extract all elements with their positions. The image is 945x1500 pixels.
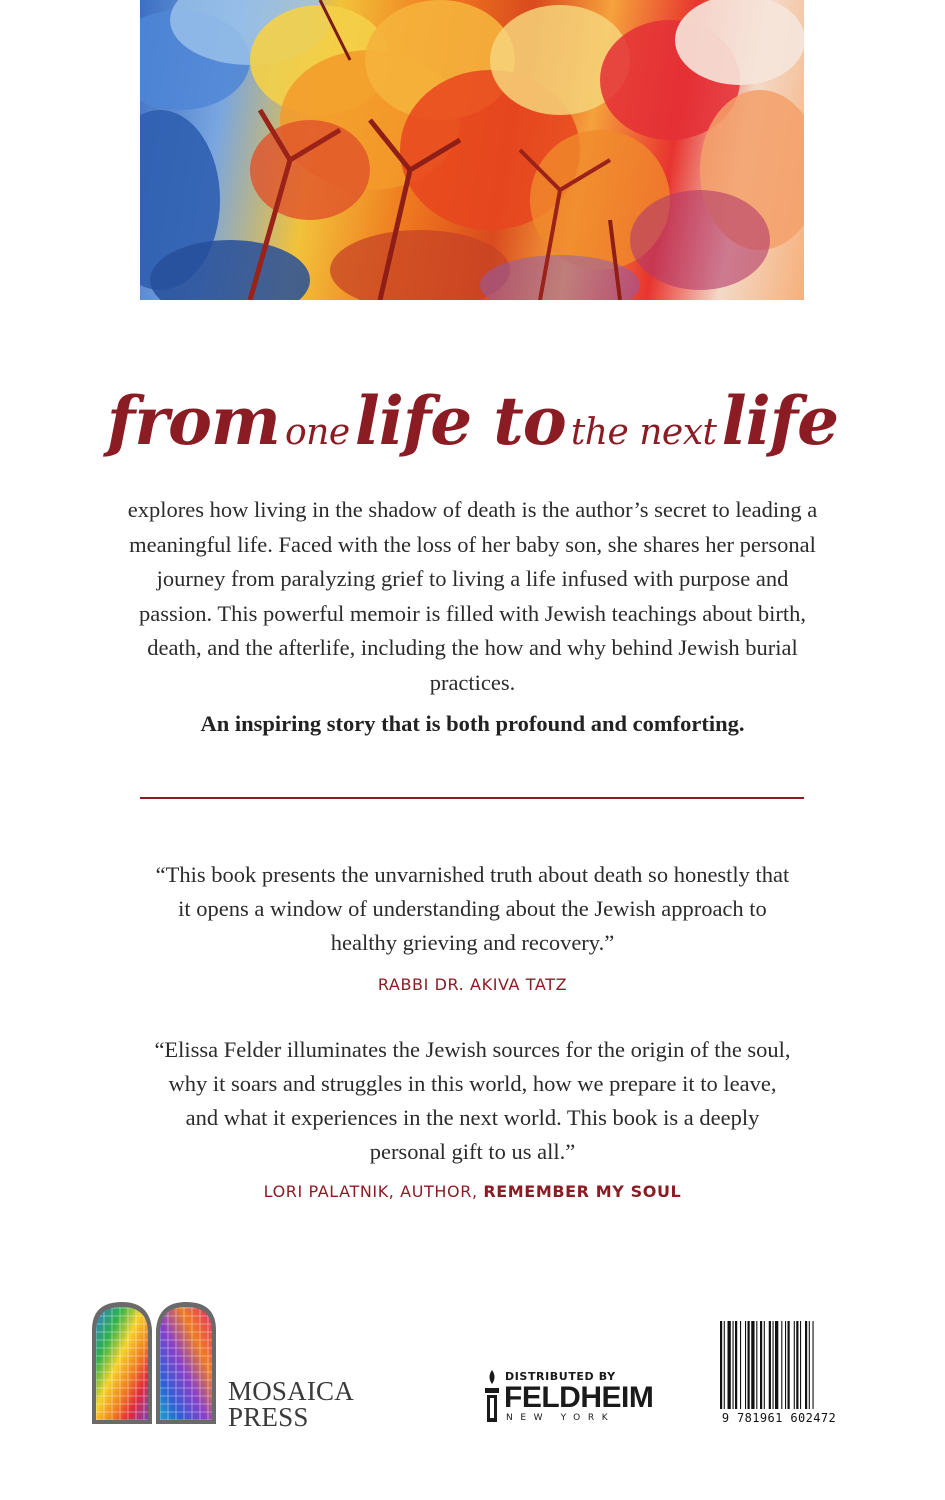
- publisher-name-line2: PRESS: [228, 1402, 309, 1432]
- publisher-name: [228, 1378, 354, 1430]
- isbn-barcode: [706, 1318, 852, 1430]
- attribution-book-title: REMEMBER MY SOUL: [483, 1182, 682, 1201]
- barcode-bars: [720, 1321, 838, 1409]
- endorsement-attribution-2: [0, 1182, 945, 1202]
- headline-word-one: one: [284, 412, 350, 453]
- endorsement-attribution-1: RABBI DR. AKIVA TATZ: [377, 975, 568, 994]
- headline-words-the-next: the next: [570, 412, 717, 453]
- cover-artwork: [140, 0, 804, 300]
- abstract-trees-painting: [140, 0, 804, 300]
- distributed-by-label: DISTRIBUTED BY: [505, 1370, 616, 1383]
- candle-icon: [482, 1368, 502, 1424]
- headline-word-from: from: [106, 382, 280, 460]
- endorsement-quote-1: “This book presents the unvarnished truth about death so honestly that it opens a window of understanding about the Jewish approach to healthy grieving and recovery.”: [155, 862, 790, 955]
- book-tagline: An inspiring story that is both profound and comforting.: [200, 711, 745, 736]
- mosaica-press-logo-icon: [88, 1300, 220, 1426]
- book-description: explores how living in the shadow of death is the author’s secret to leading a meaningful life. Faced with the loss of her baby son, she shares her personal journey from paralyzing grief to living a life infused with purpose and passion. This powerful memoir is filled with Jewish teachings about birth, death, and the afterlife, including the how and why behind Jewish burial practices.: [127, 497, 818, 695]
- headline-words-life-to: life to: [354, 382, 566, 460]
- divider-rule: [140, 797, 804, 799]
- endorsement-quote-2: “Elissa Felder illuminates the Jewish sources for the origin of the soul, why it soars and struggles in this world, how we prepare it to leave, and what it experiences in the next world. This book is a deeply personal gift to us all.”: [154, 1037, 791, 1164]
- isbn-number: 9 781961 602472: [721, 1411, 837, 1425]
- attribution-author: LORI PALATNIK, AUTHOR,: [263, 1182, 478, 1201]
- headline: [0, 382, 945, 460]
- distributor-name: FELDHEIM: [504, 1381, 654, 1414]
- distributor-city: NEW YORK: [506, 1413, 616, 1423]
- headline-word-life: life: [721, 382, 839, 460]
- distributor-logo: [482, 1364, 657, 1428]
- publisher-name-line1: MOSAICA: [228, 1376, 354, 1406]
